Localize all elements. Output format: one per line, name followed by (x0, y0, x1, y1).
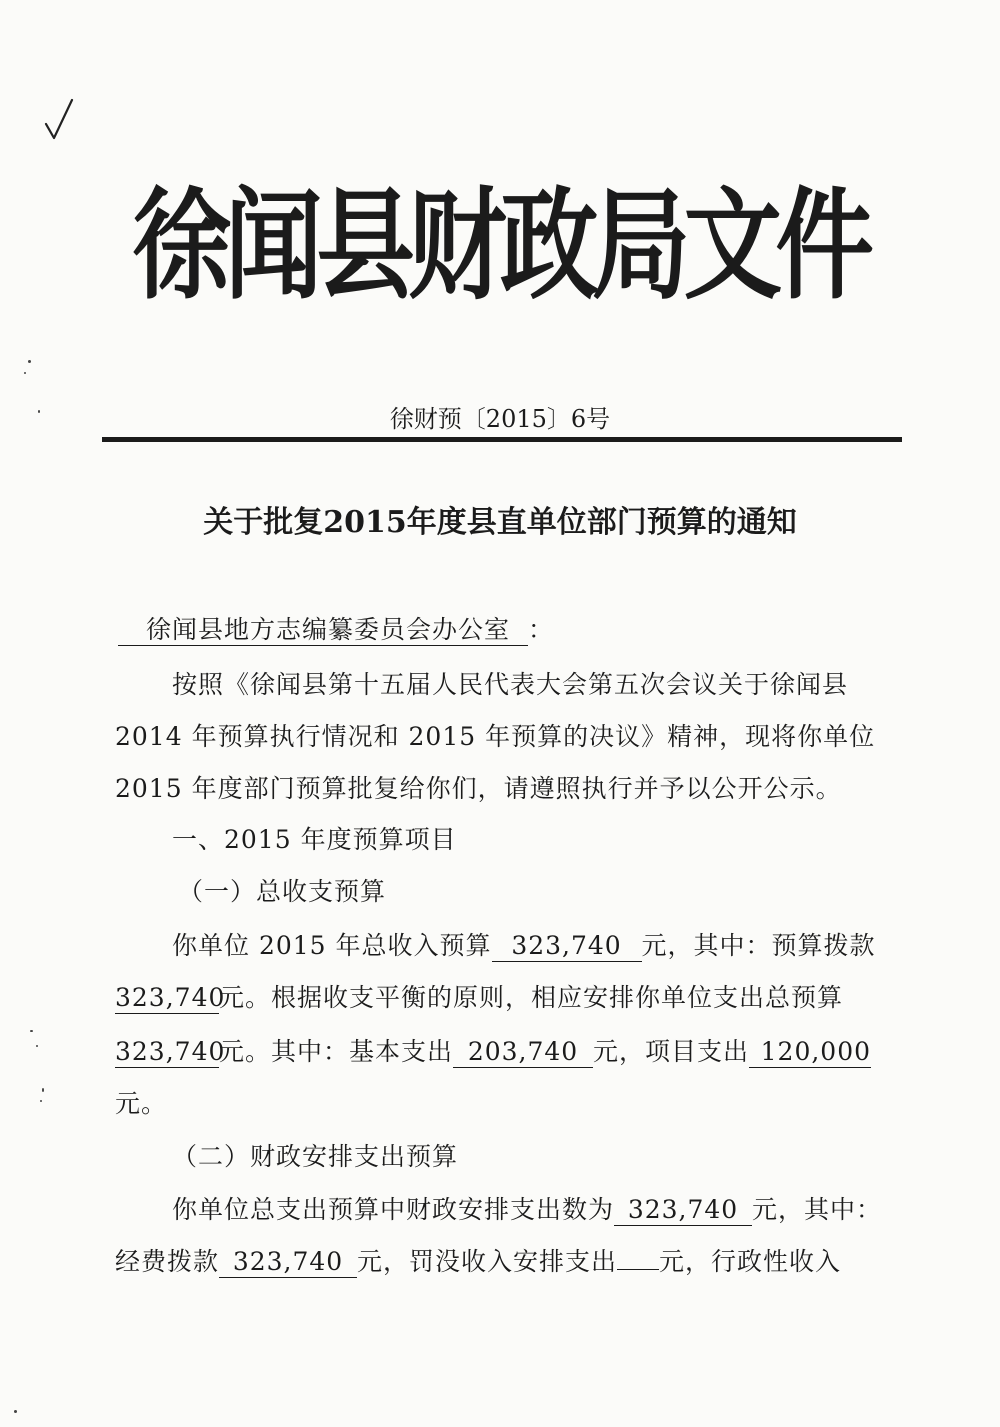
text-segment: 你单位 2015 年总收入预算 (172, 931, 492, 960)
handwritten-check-mark (44, 98, 74, 142)
text-segment: 元，罚没收入安排支出 (357, 1247, 618, 1276)
fiscal-expense-value: 323,740 (614, 1195, 752, 1226)
paragraph-1-line-2: 2014 年预算执行情况和 2015 年预算的决议》精神，现将你单位 (115, 722, 876, 751)
issuing-agency-title: 徐闻县财政局文件 (132, 177, 868, 316)
scan-speck (14, 1410, 17, 1413)
scan-speck (36, 1045, 38, 1047)
document-number: 徐财预〔2015〕6号 (389, 405, 611, 433)
scan-speck (42, 1088, 44, 1092)
paragraph-3-line-1 (172, 1193, 882, 1227)
budget-allocation-value: 323,740 (115, 983, 226, 1012)
total-expense-value: 323,740 (115, 1037, 226, 1066)
text-segment: 元，项目支出 (593, 1037, 750, 1066)
text-segment: 经费拨款 (115, 1247, 220, 1276)
addressee-name: 徐闻县地方志编纂委员会办公室 (118, 615, 528, 646)
scan-speck (30, 1030, 33, 1032)
fund-allocation-value: 323,740 (219, 1247, 357, 1278)
scan-speck (40, 1100, 42, 1102)
addressee-colon: ： (528, 615, 555, 644)
paragraph-1-line-1: 按照《徐闻县第十五届人民代表大会第五次会议关于徐闻县 (172, 670, 849, 699)
total-income-value: 323,740 (492, 931, 642, 962)
paragraph-3-line-2 (115, 1245, 841, 1279)
notice-title: 关于批复2015年度县直单位部门预算的通知 (203, 505, 797, 540)
section-1-heading: 一、2015 年度预算项目 (172, 825, 457, 854)
addressee-line (118, 613, 554, 647)
scan-speck (24, 372, 26, 374)
paragraph-2-line-3 (115, 1035, 871, 1069)
scan-speck (38, 410, 40, 413)
paragraph-1-line-3: 2015 年度部门预算批复给你们，请遵照执行并予以公开公示。 (115, 774, 842, 803)
text-segment: 元。根据收支平衡的原则，相应安排你单位支出总预算 (219, 983, 844, 1012)
text-segment: 元。其中：基本支出 (219, 1037, 454, 1066)
paragraph-2-line-2 (115, 981, 843, 1015)
subsection-2-heading: （二）财政安排支出预算 (172, 1142, 459, 1171)
paragraph-2-line-1 (172, 929, 876, 963)
basic-expense-value: 203,740 (453, 1037, 593, 1068)
header-divider-line (102, 437, 902, 442)
scan-speck (28, 360, 31, 363)
fine-income-value (617, 1269, 659, 1270)
subsection-1-heading: （一）总收支预算 (178, 877, 387, 906)
project-expense-value: 120,000 (749, 1037, 871, 1068)
text-segment: 元，其中：预算拨款 (641, 931, 876, 960)
text-segment: 元，其中： (752, 1195, 883, 1224)
text-segment: 元，行政性收入 (659, 1247, 842, 1276)
text-segment: 你单位总支出预算中财政安排支出数为 (172, 1195, 615, 1224)
paragraph-2-line-4: 元。 (115, 1089, 168, 1118)
